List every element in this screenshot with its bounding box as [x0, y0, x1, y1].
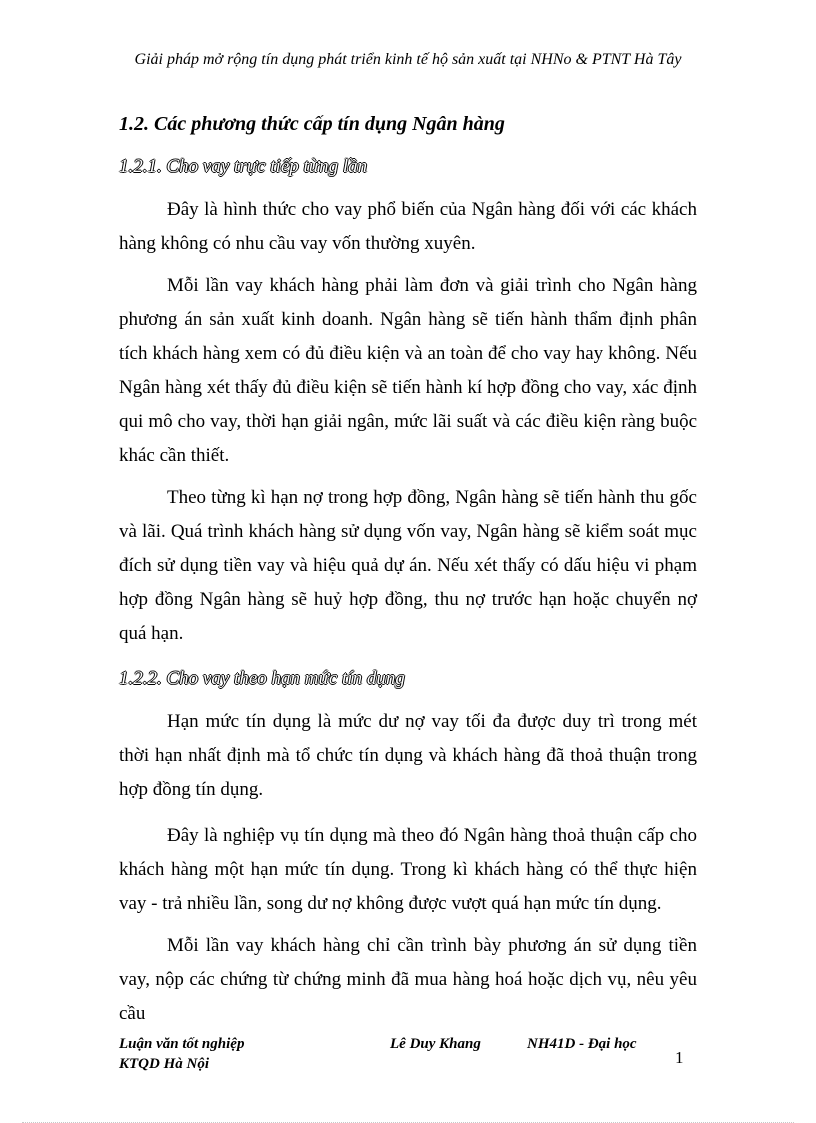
page-number: 1: [675, 1048, 684, 1067]
subsection-heading-1: 1.2.1. Cho vay trực tiếp từng lần: [119, 156, 368, 177]
footer-class: NH41D - Đại học: [527, 1036, 637, 1052]
paragraph-4: Hạn mức tín dụng là mức dư nợ vay tối đa được duy trì trong mét thời hạn nhất định mà tổ chức tín dụng và khách hàng đã thoả thuận trong hợp đồng tín dụng.: [119, 711, 697, 800]
paragraph-2: Mỗi lần vay khách hàng phải làm đơn và giải trình cho Ngân hàng phương án sản xuất kinh doanh. Ngân hàng sẽ tiến hành thẩm định phân tích khách hàng xem có đủ điều kiện và an toàn để cho vay hay không. Nếu Ngân hàng xét thấy đủ điều kiện sẽ tiến hành kí hợp đồng cho vay, xác định qui mô cho vay, thời hạn giải ngân, mức lãi suất và các điều kiện ràng buộc khác cần thiết.: [119, 275, 697, 466]
running-header: Giải pháp mở rộng tín dụng phát triển kinh tế hộ sản xuất tại NHNo & PTNT Hà Tây: [134, 51, 682, 68]
paragraph-5: Đây là nghiệp vụ tín dụng mà theo đó Ngân hàng thoả thuận cấp cho khách hàng một hạn mức tín dụng. Trong kì khách hàng có thể thực hiện vay - trả nhiều lần, song dư nợ không được vượt quá hạn mức tín dụng.: [119, 825, 697, 914]
subsection-heading-2: 1.2.2. Cho vay theo hạn mức tín dụng: [119, 668, 405, 689]
footer-thesis: Luận văn tốt nghiệp: [119, 1036, 245, 1052]
paragraph-3: Theo từng kì hạn nợ trong hợp đồng, Ngân hàng sẽ tiến hành thu gốc và lãi. Quá trình khách hàng sử dụng vốn vay, Ngân hàng sẽ kiểm soát mục đích sử dụng tiền vay và hiệu quả dự án. Nếu xét thấy có dấu hiệu vi phạm hợp đồng Ngân hàng sẽ huỷ hợp đồng, thu nợ trước hạn hoặc chuyển nợ quá hạn.: [119, 487, 697, 644]
footer-school: KTQD Hà Nội: [119, 1056, 209, 1072]
section-title: 1.2. Các phương thức cấp tín dụng Ngân hàng: [119, 113, 505, 135]
paragraph-6: Mỗi lần vay khách hàng chỉ cần trình bày phương án sử dụng tiền vay, nộp các chứng từ chứng minh đã mua hàng hoá hoặc dịch vụ, nêu yêu cầu: [119, 935, 697, 1024]
footer-author: Lê Duy Khang: [390, 1036, 481, 1052]
paragraph-1: Đây là hình thức cho vay phổ biến của Ngân hàng đối với các khách hàng không có nhu cầu vay vốn thường xuyên.: [119, 199, 697, 254]
